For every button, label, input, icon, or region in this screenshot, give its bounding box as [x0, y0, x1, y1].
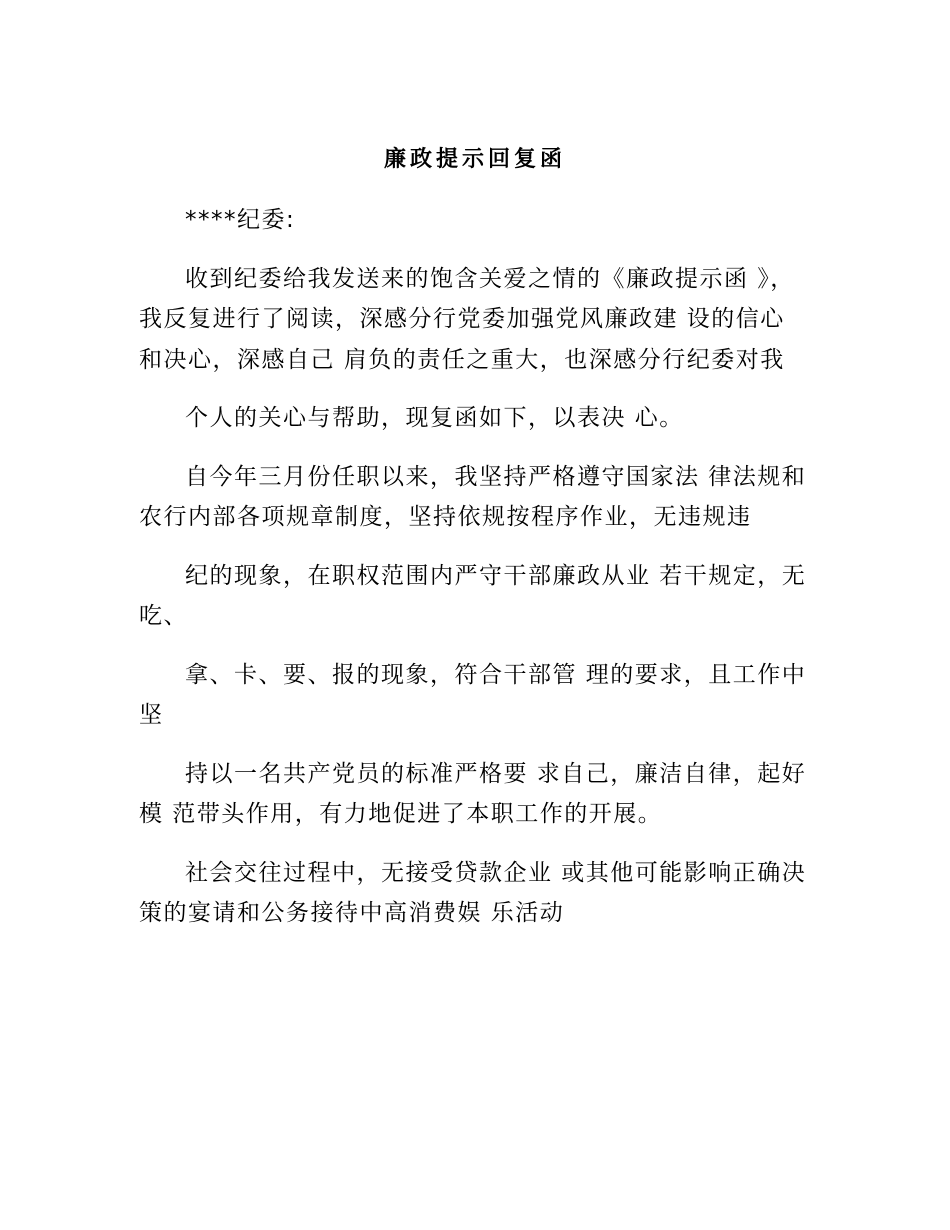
paragraph-2: 个人的关心与帮助，现复函如下，以表决 心。 [185, 405, 684, 431]
paragraph-4: 纪的现象，在职权范围内严守干部廉政从业 若干规定，无吃、 [139, 562, 807, 629]
document-title: 廉政提示回复函 [383, 147, 566, 172]
paragraph-5: 拿、卡、要、报的现象，符合干部管 理的要求，且工作中坚 [139, 661, 807, 728]
salutation: ****纪委: [185, 207, 296, 233]
paragraph-6: 持以一名共产党员的标准严格要 求自己，廉洁自律，起好模 范带头作用，有力地促进了本职工作的开展。 [139, 760, 807, 827]
paragraph-1: 收到纪委给我发送来的饱含关爱之情的《廉政提示函 》，我反复进行了阅读，深感分行党委加强党风廉政建 设的信心 和决心，深感自己 肩负的责任之重大，也深感分行纪委对我 [139, 265, 795, 373]
document-body [139, 200, 811, 952]
paragraph-3: 自今年三月份任职以来，我坚持严格遵守国家法 律法规和农行内部各项规章制度，坚持依规按程序作业，无违规违 [139, 463, 807, 530]
paragraph-7: 社会交往过程中，无接受贷款企业 或其他可能影响正确决策的宴请和公务接待中高消费娱 乐活动 [139, 859, 807, 926]
